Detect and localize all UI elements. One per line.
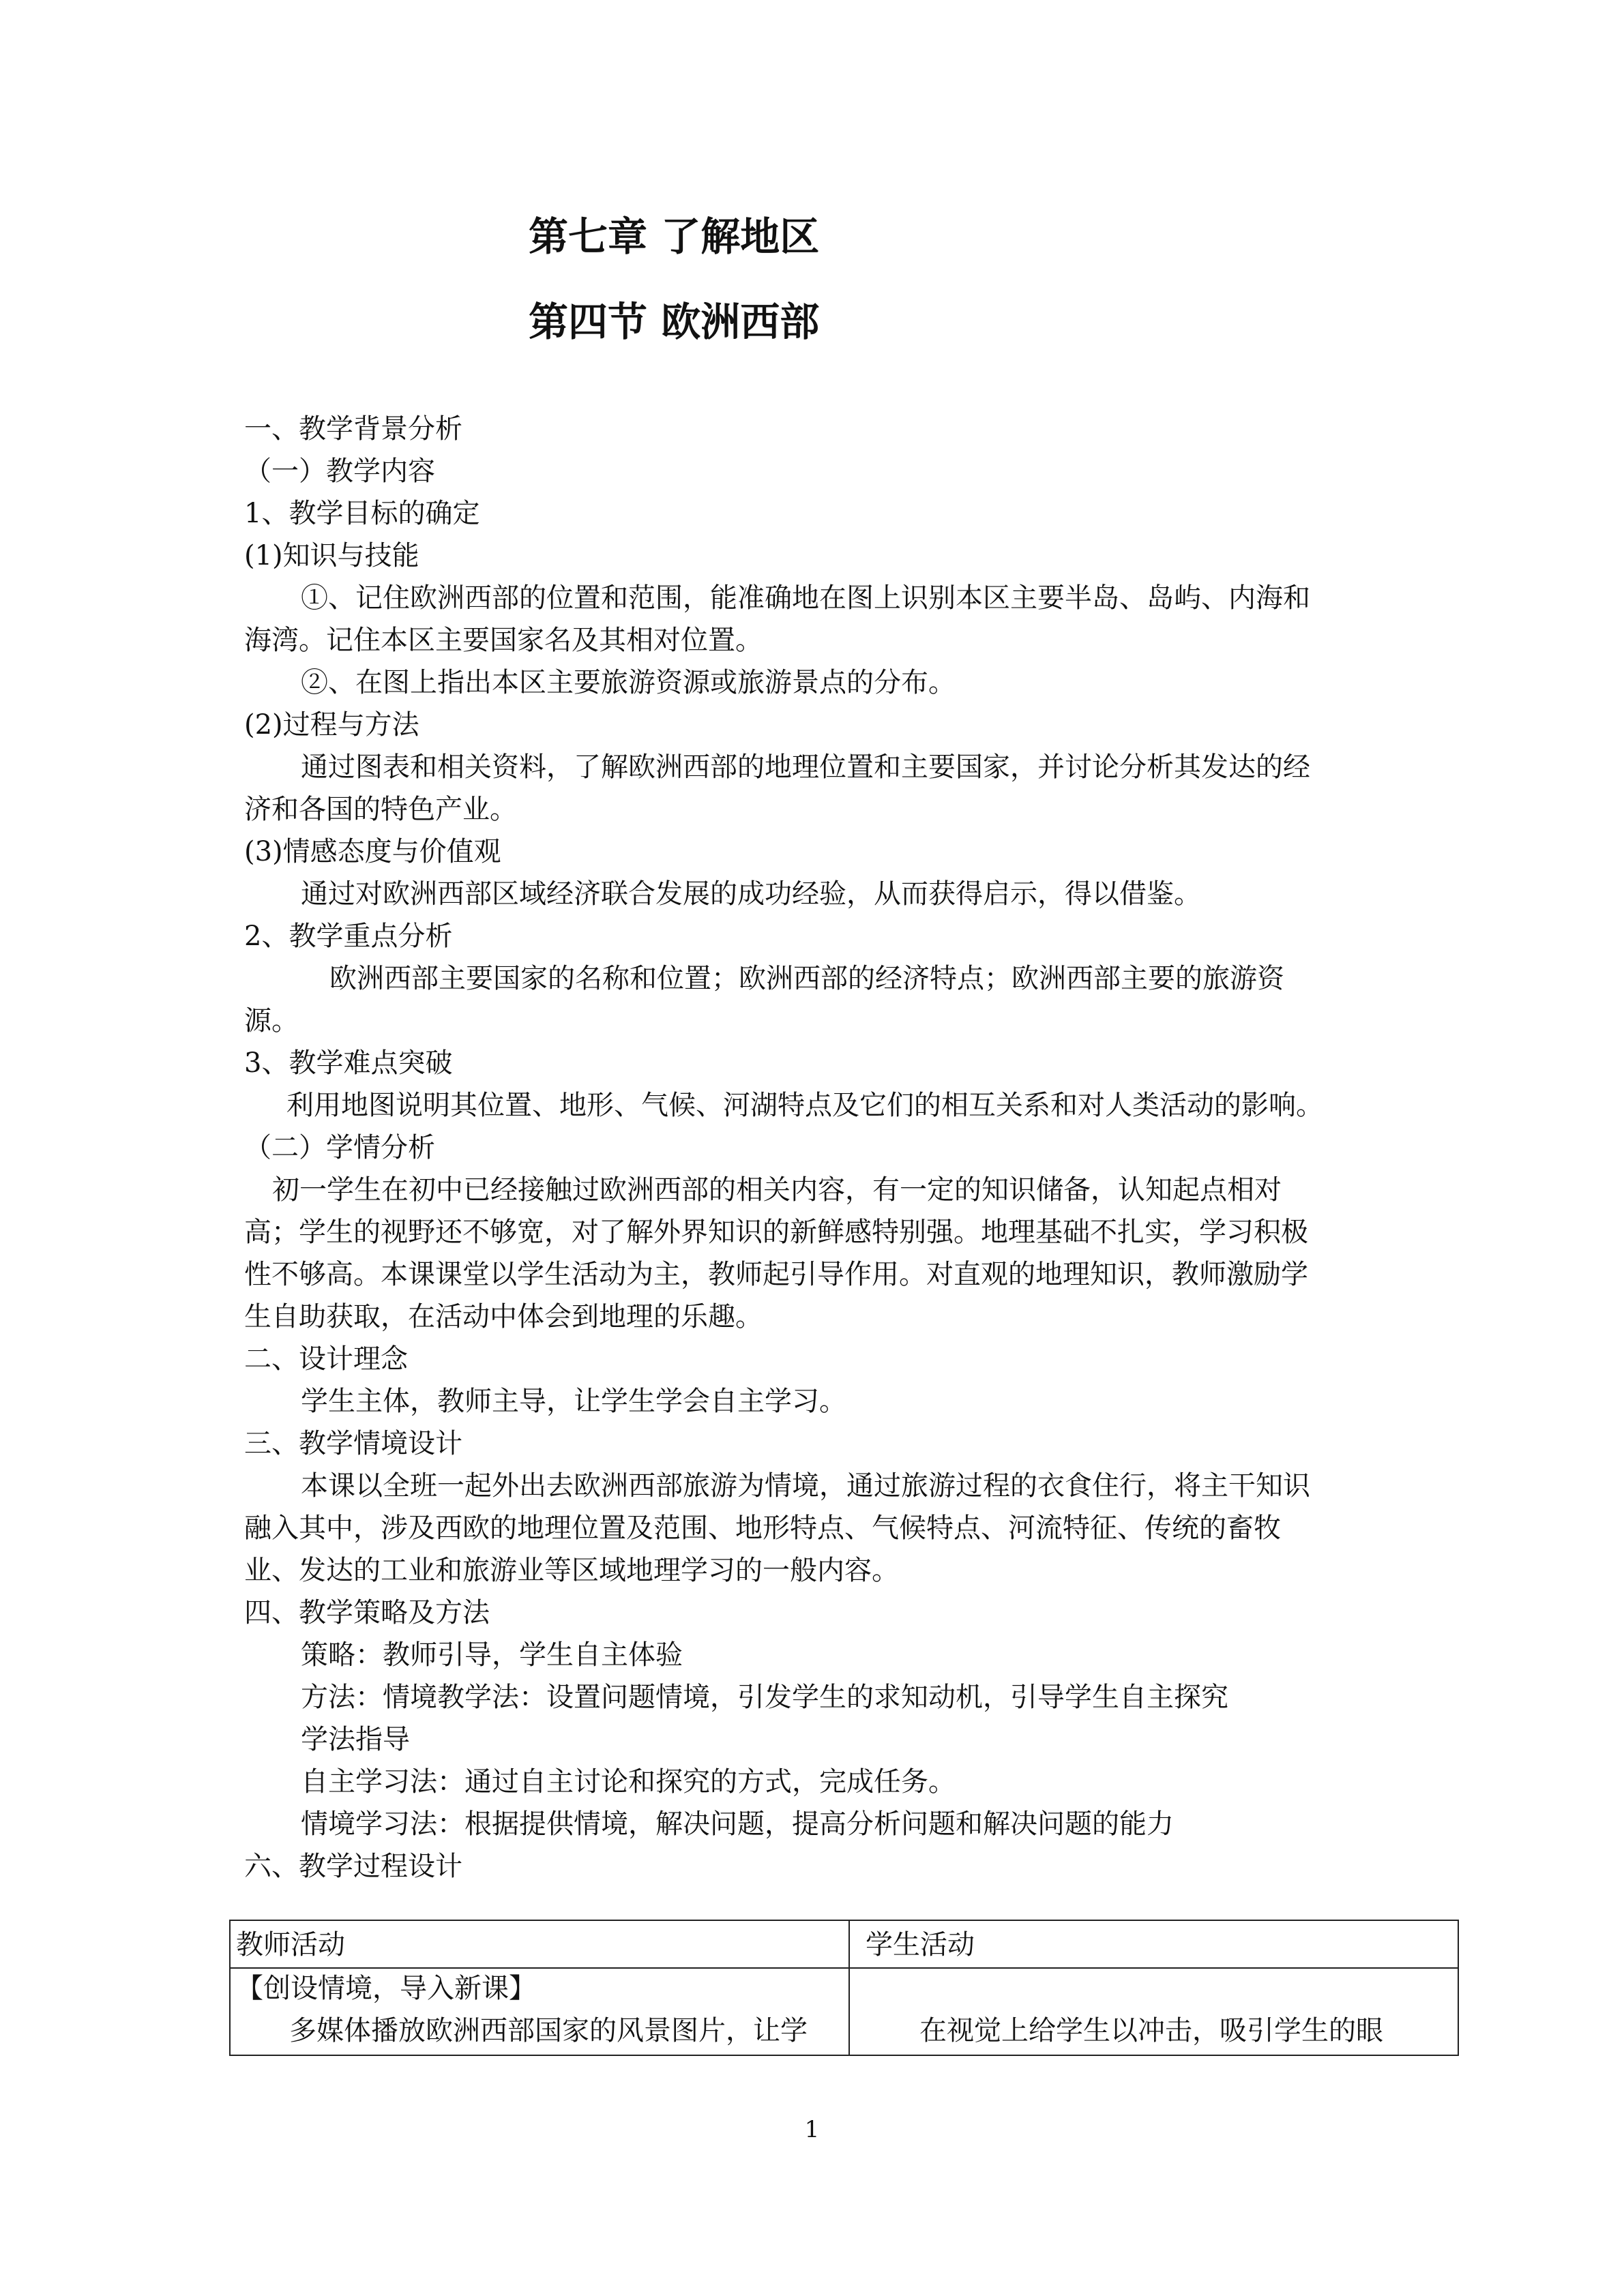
paragraph-line: ②、在图上指出本区主要旅游资源或旅游景点的分布。 xyxy=(301,667,956,698)
item-teaching-goals: 1、教学目标的确定 xyxy=(244,498,480,529)
teacher-activity-heading: 【创设情境，导入新课】 xyxy=(236,1973,536,2004)
item-knowledge-skills: (1)知识与技能 xyxy=(244,540,419,571)
teaching-process-table xyxy=(229,1920,1459,2056)
paragraph-line: 高；学生的视野还不够宽，对了解外界知识的新鲜感特别强。地理基础不扎实，学习积极 xyxy=(244,1217,1308,1248)
paragraph-line: 策略：教师引导，学生自主体验 xyxy=(301,1639,683,1671)
paragraph-line: 海湾。记住本区主要国家名及其相对位置。 xyxy=(244,625,763,656)
paragraph-line: 方法：情境教学法：设置问题情境，引发学生的求知动机，引导学生自主探究 xyxy=(301,1682,1228,1713)
heading-design-concept: 二、设计理念 xyxy=(244,1343,408,1375)
teacher-activity-text: 多媒体播放欧洲西部国家的风景图片，让学 xyxy=(289,2015,808,2046)
item-process-methods: (2)过程与方法 xyxy=(244,709,419,741)
paragraph-line: 学法指导 xyxy=(301,1724,410,1755)
paragraph-line: 业、发达的工业和旅游业等区域地理学习的一般内容。 xyxy=(244,1555,899,1586)
paragraph-line: 济和各国的特色产业。 xyxy=(244,794,517,825)
paragraph-line: 融入其中，涉及西欧的地理位置及范围、地形特点、气候特点、河流特征、传统的畜牧 xyxy=(244,1512,1281,1544)
item-key-points: 2、教学重点分析 xyxy=(244,921,453,952)
table-header-teacher: 教师活动 xyxy=(236,1929,345,1960)
heading-strategy-methods: 四、教学策略及方法 xyxy=(244,1597,490,1628)
item-difficult-points: 3、教学难点突破 xyxy=(244,1047,453,1079)
table-header-student: 学生活动 xyxy=(866,1929,975,1960)
paragraph-line: 利用地图说明其位置、地形、气候、河湖特点及它们的相互关系和对人类活动的影响。 xyxy=(286,1090,1323,1121)
heading-scenario-design: 三、教学情境设计 xyxy=(244,1428,462,1459)
paragraph-line: 学生主体，教师主导，让学生学会自主学习。 xyxy=(301,1386,846,1417)
table-header-divider xyxy=(231,1967,1458,1969)
paragraph-line: 源。 xyxy=(244,1005,299,1037)
heading-process-design: 六、教学过程设计 xyxy=(244,1851,462,1882)
student-activity-text: 在视觉上给学生以冲击，吸引学生的眼 xyxy=(919,2015,1383,2046)
paragraph-line: 情境学习法：根据提供情境，解决问题，提高分析问题和解决问题的能力 xyxy=(301,1808,1174,1840)
paragraph-line: 生自助获取，在活动中体会到地理的乐趣。 xyxy=(244,1301,763,1332)
subheading-learner-analysis: （二）学情分析 xyxy=(244,1132,435,1163)
table-column-divider xyxy=(848,1921,850,2055)
item-emotion-values: (3)情感态度与价值观 xyxy=(244,836,501,867)
paragraph-line: 本课以全班一起外出去欧洲西部旅游为情境，通过旅游过程的衣食住行，将主干知识 xyxy=(301,1470,1310,1502)
paragraph-line: 初一学生在初中已经接触过欧洲西部的相关内容，有一定的知识储备，认知起点相对 xyxy=(272,1174,1282,1206)
section-title: 第四节 欧洲西部 xyxy=(529,299,820,345)
heading-background-analysis: 一、教学背景分析 xyxy=(244,413,462,445)
paragraph-line: 自主学习法：通过自主讨论和探究的方式，完成任务。 xyxy=(301,1766,956,1798)
paragraph-line: 性不够高。本课课堂以学生活动为主，教师起引导作用。对直观的地理知识，教师激励学 xyxy=(244,1259,1308,1290)
paragraph-line: 通过对欧洲西部区域经济联合发展的成功经验，从而获得启示，得以借鉴。 xyxy=(301,878,1201,910)
page-number: 1 xyxy=(804,2116,820,2143)
paragraph-line: ①、记住欧洲西部的位置和范围，能准确地在图上识别本区主要半岛、岛屿、内海和 xyxy=(301,582,1310,614)
paragraph-line: 通过图表和相关资料，了解欧洲西部的地理位置和主要国家，并讨论分析其发达的经 xyxy=(301,751,1310,783)
chapter-title: 第七章 了解地区 xyxy=(529,213,820,260)
paragraph-line: 欧洲西部主要国家的名称和位置；欧洲西部的经济特点；欧洲西部主要的旅游资 xyxy=(329,963,1284,994)
subheading-teaching-content: （一）教学内容 xyxy=(244,456,435,487)
